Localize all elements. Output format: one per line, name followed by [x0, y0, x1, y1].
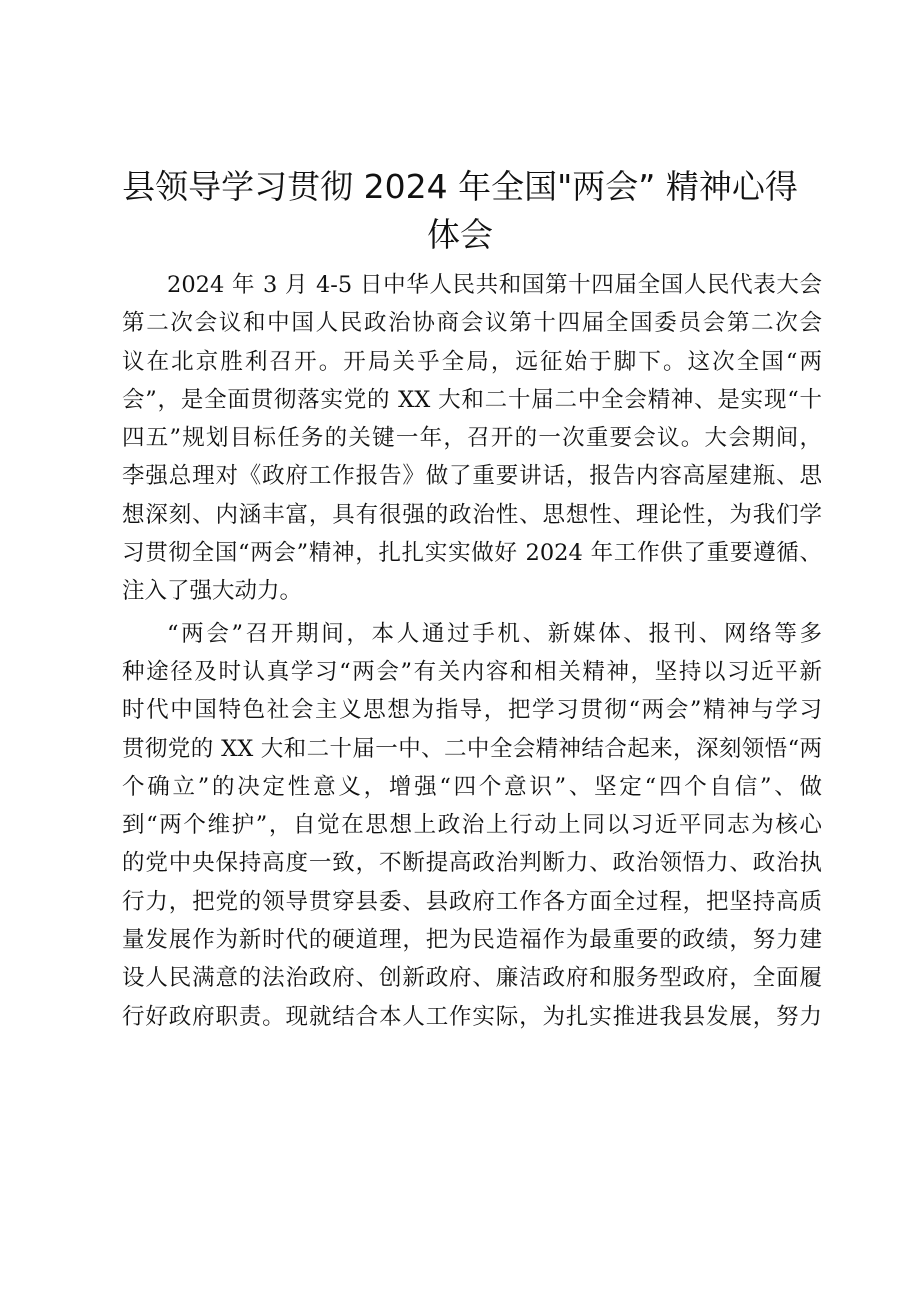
text-line: 议在北京胜利召开。开局关乎全局，远征始于脚下。这次全国“两 — [122, 348, 822, 375]
text-line: “两会”召开期间，本人通过手机、新媒体、报刊、网络等多 — [167, 620, 822, 647]
text-line: 贯彻党的 XX 大和二十届一中、二中全会精神结合起来，深刻领悟“两 — [122, 735, 822, 762]
text-line: 到“两个维护”，自觉在思想上政治上行动上同以习近平同志为核心 — [122, 812, 822, 839]
text-line: 设人民满意的法治政府、创新政府、廉洁政府和服务型政府，全面履 — [122, 965, 822, 992]
text-line: 四五”规划目标任务的关键一年，召开的一次重要会议。大会期间， — [122, 425, 822, 452]
text-line: 个确立”的决定性意义，增强“四个意识”、坚定“四个自信”、做 — [122, 773, 822, 800]
title-line: 体会 — [427, 215, 493, 254]
text-line: 量发展作为新时代的硬道理，把为民造福作为最重要的政绩，努力建 — [122, 927, 822, 954]
text-line: 李强总理对《政府工作报告》做了重要讲话，报告内容高屋建瓶、思 — [122, 463, 822, 490]
text-line: 时代中国特色社会主义思想为指导，把学习贯彻“两会”精神与学习 — [122, 697, 822, 724]
text-line: 习贯彻全国“两会”精神，扎扎实实做好 2024 年工作供了重要遵循、 — [122, 540, 822, 567]
text-line: 行力，把党的领导贯穿县委、县政府工作各方面全过程，把坚持高质 — [122, 888, 822, 915]
text-line: 注入了强大动力。 — [122, 578, 303, 605]
text-line: 第二次会议和中国人民政治协商会议第十四届全国委员会第二次会 — [122, 310, 822, 337]
paragraph-study — [122, 615, 822, 1036]
document-body — [122, 266, 822, 1036]
title-line: 县领导学习贯彻 2024 年全国"两会” 精神心得 — [122, 167, 798, 206]
text-line: 想深刻、内涵丰富，具有很强的政治性、思想性、理论性，为我们学 — [122, 501, 822, 528]
text-line: 行好政府职责。现就结合本人工作实际，为扎实推进我县发展，努力 — [122, 1003, 822, 1030]
text-line: 的党中央保持高度一致，不断提高政治判断力、政治领悟力、政治执 — [122, 850, 822, 877]
text-line: 会”，是全面贯彻落实党的 XX 大和二十届二中全会精神、是实现“十 — [122, 386, 822, 413]
paragraph-intro — [122, 266, 822, 611]
page-title — [110, 163, 810, 259]
text-line: 2024 年 3 月 4-5 日中华人民共和国第十四届全国人民代表大会 — [167, 272, 822, 298]
text-line: 种途径及时认真学习“两会”有关内容和相关精神，坚持以习近平新 — [122, 658, 822, 685]
